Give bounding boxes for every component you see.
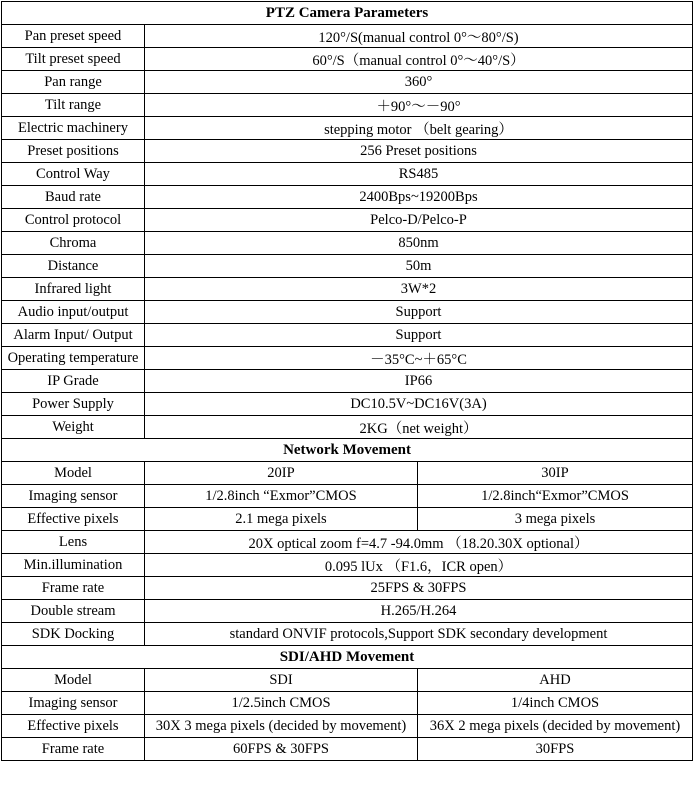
param-label: Effective pixels — [2, 715, 145, 738]
param-label: Electric machinery — [2, 117, 145, 140]
table-row — [2, 738, 693, 761]
param-value: 2400Bps~19200Bps — [145, 186, 693, 209]
table-row — [2, 94, 693, 117]
param-label: Double stream — [2, 600, 145, 623]
table-row — [2, 278, 693, 301]
table-row — [2, 715, 693, 738]
param-label: IP Grade — [2, 370, 145, 393]
param-value-col-1: 30X 3 mega pixels (decided by movement) — [145, 715, 418, 738]
model-col-2: 30IP — [418, 462, 693, 485]
model-col-1: 20IP — [145, 462, 418, 485]
param-value: stepping motor （belt gearing） — [145, 117, 693, 140]
table-row — [2, 600, 693, 623]
table-row — [2, 255, 693, 278]
table-row — [2, 577, 693, 600]
table-row — [2, 186, 693, 209]
table-row — [2, 531, 693, 554]
param-value: 50m — [145, 255, 693, 278]
param-value: Support — [145, 301, 693, 324]
param-value: standard ONVIF protocols,Support SDK secondary development — [145, 623, 693, 646]
table-row — [2, 692, 693, 715]
param-value: IP66 — [145, 370, 693, 393]
table-row — [2, 416, 693, 439]
param-label: Tilt range — [2, 94, 145, 117]
param-value-col-2: 30FPS — [418, 738, 693, 761]
param-label: Operating temperature — [2, 347, 145, 370]
table-row — [2, 209, 693, 232]
param-label: Pan range — [2, 71, 145, 94]
param-value: 360° — [145, 71, 693, 94]
param-value-col-1: 60FPS & 30FPS — [145, 738, 418, 761]
param-label: SDK Docking — [2, 623, 145, 646]
param-value: Pelco-D/Pelco-P — [145, 209, 693, 232]
param-label: Baud rate — [2, 186, 145, 209]
param-value: 0.095 lUx （F1.6，ICR open） — [145, 554, 693, 577]
table-row — [2, 140, 693, 163]
param-label: Chroma — [2, 232, 145, 255]
spec-table — [1, 1, 693, 761]
model-header-row — [2, 462, 693, 485]
table-row — [2, 71, 693, 94]
param-label: Tilt preset speed — [2, 48, 145, 71]
model-col-1: SDI — [145, 669, 418, 692]
param-label: Frame rate — [2, 577, 145, 600]
table-row — [2, 347, 693, 370]
model-label: Model — [2, 669, 145, 692]
param-value: ＋90°～－90° — [145, 94, 693, 117]
param-value: DC10.5V~DC16V(3A) — [145, 393, 693, 416]
table-row — [2, 393, 693, 416]
param-value-col-2: 1/2.8inch“Exmor”CMOS — [418, 485, 693, 508]
param-value: H.265/H.264 — [145, 600, 693, 623]
model-header-row — [2, 669, 693, 692]
param-value-col-2: 3 mega pixels — [418, 508, 693, 531]
table-row — [2, 623, 693, 646]
param-value: 2KG（net weight） — [145, 416, 693, 439]
table-row — [2, 554, 693, 577]
network-section-title-row — [2, 439, 693, 462]
model-col-2: AHD — [418, 669, 693, 692]
param-value: 60°/S（manual control 0°～40°/S） — [145, 48, 693, 71]
param-value: RS485 — [145, 163, 693, 186]
model-label: Model — [2, 462, 145, 485]
param-value: －35°C~＋65°C — [145, 347, 693, 370]
param-value: 25FPS & 30FPS — [145, 577, 693, 600]
param-label: Weight — [2, 416, 145, 439]
param-label: Control Way — [2, 163, 145, 186]
param-label: Pan preset speed — [2, 25, 145, 48]
param-value-col-1: 2.1 mega pixels — [145, 508, 418, 531]
sdi-section-title: SDI/AHD Movement — [2, 646, 693, 669]
table-row — [2, 370, 693, 393]
param-label: Power Supply — [2, 393, 145, 416]
ptz-section-title-row — [2, 2, 693, 25]
param-value: Support — [145, 324, 693, 347]
spec-table-body — [2, 2, 693, 761]
param-label: Control protocol — [2, 209, 145, 232]
param-label: Min.illumination — [2, 554, 145, 577]
param-value-col-1: 1/2.5inch CMOS — [145, 692, 418, 715]
table-row — [2, 48, 693, 71]
param-label: Distance — [2, 255, 145, 278]
table-row — [2, 232, 693, 255]
param-label: Imaging sensor — [2, 485, 145, 508]
param-value-col-2: 36X 2 mega pixels (decided by movement) — [418, 715, 693, 738]
table-row — [2, 485, 693, 508]
param-label: Imaging sensor — [2, 692, 145, 715]
param-value-col-2: 1/4inch CMOS — [418, 692, 693, 715]
table-row — [2, 508, 693, 531]
param-label: Lens — [2, 531, 145, 554]
param-label: Frame rate — [2, 738, 145, 761]
ptz-section-title: PTZ Camera Parameters — [2, 2, 693, 25]
param-label: Audio input/output — [2, 301, 145, 324]
table-row — [2, 25, 693, 48]
network-section-title: Network Movement — [2, 439, 693, 462]
table-row — [2, 163, 693, 186]
param-label: Effective pixels — [2, 508, 145, 531]
param-label: Alarm Input/ Output — [2, 324, 145, 347]
param-value: 850nm — [145, 232, 693, 255]
param-value-col-1: 1/2.8inch “Exmor”CMOS — [145, 485, 418, 508]
param-label: Preset positions — [2, 140, 145, 163]
param-value: 3W*2 — [145, 278, 693, 301]
param-value: 120°/S(manual control 0°～80°/S) — [145, 25, 693, 48]
table-row — [2, 324, 693, 347]
table-row — [2, 117, 693, 140]
sdi-section-title-row — [2, 646, 693, 669]
param-value: 256 Preset positions — [145, 140, 693, 163]
param-label: Infrared light — [2, 278, 145, 301]
param-value: 20X optical zoom f=4.7 -94.0mm （18.20.30X optional） — [145, 531, 693, 554]
table-row — [2, 301, 693, 324]
